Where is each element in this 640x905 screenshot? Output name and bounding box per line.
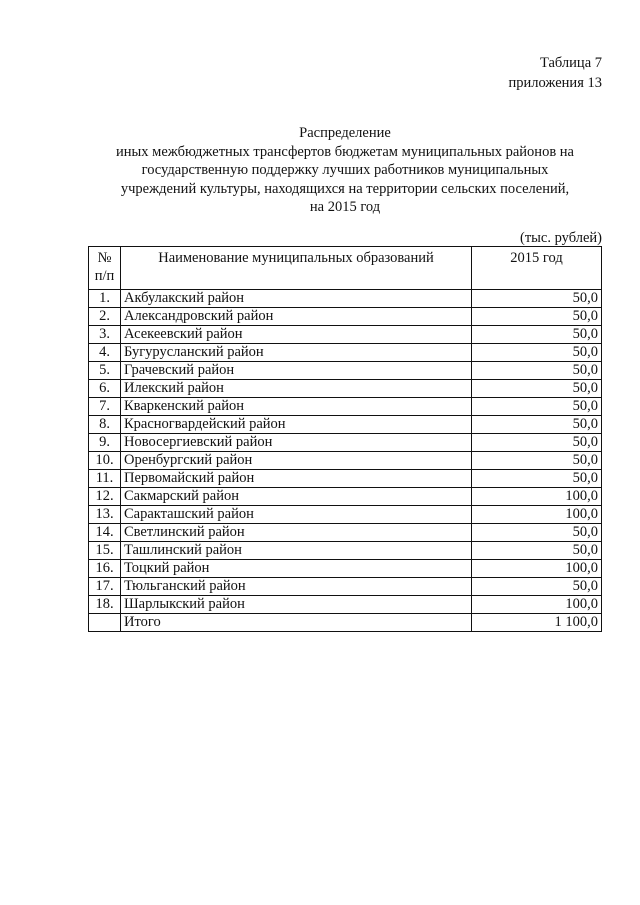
table-row: [89, 398, 602, 416]
row-number: 16.: [89, 560, 121, 578]
row-district-name: Илекский район: [121, 380, 472, 398]
table-row: [89, 560, 602, 578]
row-number: 15.: [89, 542, 121, 560]
row-number: 12.: [89, 488, 121, 506]
row-amount: 50,0: [472, 542, 602, 560]
row-amount: 100,0: [472, 560, 602, 578]
total-number-empty: [89, 614, 121, 632]
row-district-name: Светлинский район: [121, 524, 472, 542]
table-reference: [509, 53, 602, 93]
table-body: [89, 290, 602, 632]
row-amount: 50,0: [472, 578, 602, 596]
table-row: [89, 506, 602, 524]
row-number: 4.: [89, 344, 121, 362]
row-district-name: Оренбургский район: [121, 452, 472, 470]
row-district-name: Бугурусланский район: [121, 344, 472, 362]
row-district-name: Первомайский район: [121, 470, 472, 488]
row-number: 8.: [89, 416, 121, 434]
row-amount: 50,0: [472, 380, 602, 398]
title-line-5: на 2015 год: [309, 199, 381, 215]
row-district-name: Красногвардейский район: [121, 416, 472, 434]
row-number: 9.: [89, 434, 121, 452]
table-row: [89, 596, 602, 614]
row-district-name: Асекеевский район: [121, 326, 472, 344]
row-number: 1.: [89, 290, 121, 308]
row-number: 18.: [89, 596, 121, 614]
row-amount: 50,0: [472, 398, 602, 416]
distribution-table: [88, 246, 602, 632]
row-district-name: Новосергиевский район: [121, 434, 472, 452]
row-amount: 50,0: [472, 362, 602, 380]
row-district-name: Сакмарский район: [121, 488, 472, 506]
row-district-name: Тоцкий район: [121, 560, 472, 578]
row-amount: 100,0: [472, 596, 602, 614]
total-amount: 1 100,0: [472, 614, 602, 632]
row-number: 5.: [89, 362, 121, 380]
row-district-name: Грачевский район: [121, 362, 472, 380]
header-name: Наименование муниципальных образований: [121, 247, 472, 290]
row-number: 17.: [89, 578, 121, 596]
row-number: 2.: [89, 308, 121, 326]
row-amount: 50,0: [472, 308, 602, 326]
table-row: [89, 452, 602, 470]
units-label: (тыс. рублей): [520, 230, 602, 246]
row-number: 10.: [89, 452, 121, 470]
document-title: [80, 124, 610, 217]
row-amount: 50,0: [472, 434, 602, 452]
row-number: 13.: [89, 506, 121, 524]
table-row: [89, 542, 602, 560]
table-row: [89, 344, 602, 362]
total-row: [89, 614, 602, 632]
title-line-4: учреждений культуры, находящихся на территории сельских поселений,: [120, 180, 570, 197]
table-row: [89, 290, 602, 308]
row-number: 6.: [89, 380, 121, 398]
row-district-name: Ташлинский район: [121, 542, 472, 560]
table-row: [89, 326, 602, 344]
row-district-name: Тюльганский район: [121, 578, 472, 596]
header-number-abbr: п/п: [94, 268, 115, 284]
table-number: Таблица 7: [539, 55, 602, 71]
row-amount: 50,0: [472, 344, 602, 362]
table-row: [89, 434, 602, 452]
total-label: Итого: [121, 614, 472, 632]
row-amount: 50,0: [472, 524, 602, 542]
table-header-row: [89, 247, 602, 290]
header-number: [89, 247, 121, 290]
row-amount: 100,0: [472, 488, 602, 506]
table-row: [89, 380, 602, 398]
title-line-2: иных межбюджетных трансфертов бюджетам муниципальных районов на: [116, 143, 574, 160]
title-line-3: государственную поддержку лучших работников муниципальных: [141, 162, 549, 178]
row-amount: 50,0: [472, 452, 602, 470]
row-number: 14.: [89, 524, 121, 542]
row-number: 7.: [89, 398, 121, 416]
row-district-name: Шарлыкский район: [121, 596, 472, 614]
row-amount: 50,0: [472, 416, 602, 434]
row-amount: 50,0: [472, 470, 602, 488]
appendix-reference: приложения 13: [508, 75, 602, 91]
row-number: 3.: [89, 326, 121, 344]
table-row: [89, 578, 602, 596]
header-value: 2015 год: [472, 247, 602, 290]
row-district-name: Александровский район: [121, 308, 472, 326]
table-row: [89, 308, 602, 326]
row-amount: 100,0: [472, 506, 602, 524]
row-number: 11.: [89, 470, 121, 488]
row-district-name: Акбулакский район: [121, 290, 472, 308]
table-row: [89, 524, 602, 542]
table-row: [89, 470, 602, 488]
table-row: [89, 362, 602, 380]
table-row: [89, 416, 602, 434]
title-line-1: Распределение: [299, 125, 391, 141]
row-amount: 50,0: [472, 326, 602, 344]
row-amount: 50,0: [472, 290, 602, 308]
row-district-name: Кваркенский район: [121, 398, 472, 416]
header-number-symbol: №: [97, 250, 112, 266]
row-district-name: Саракташский район: [121, 506, 472, 524]
table-row: [89, 488, 602, 506]
